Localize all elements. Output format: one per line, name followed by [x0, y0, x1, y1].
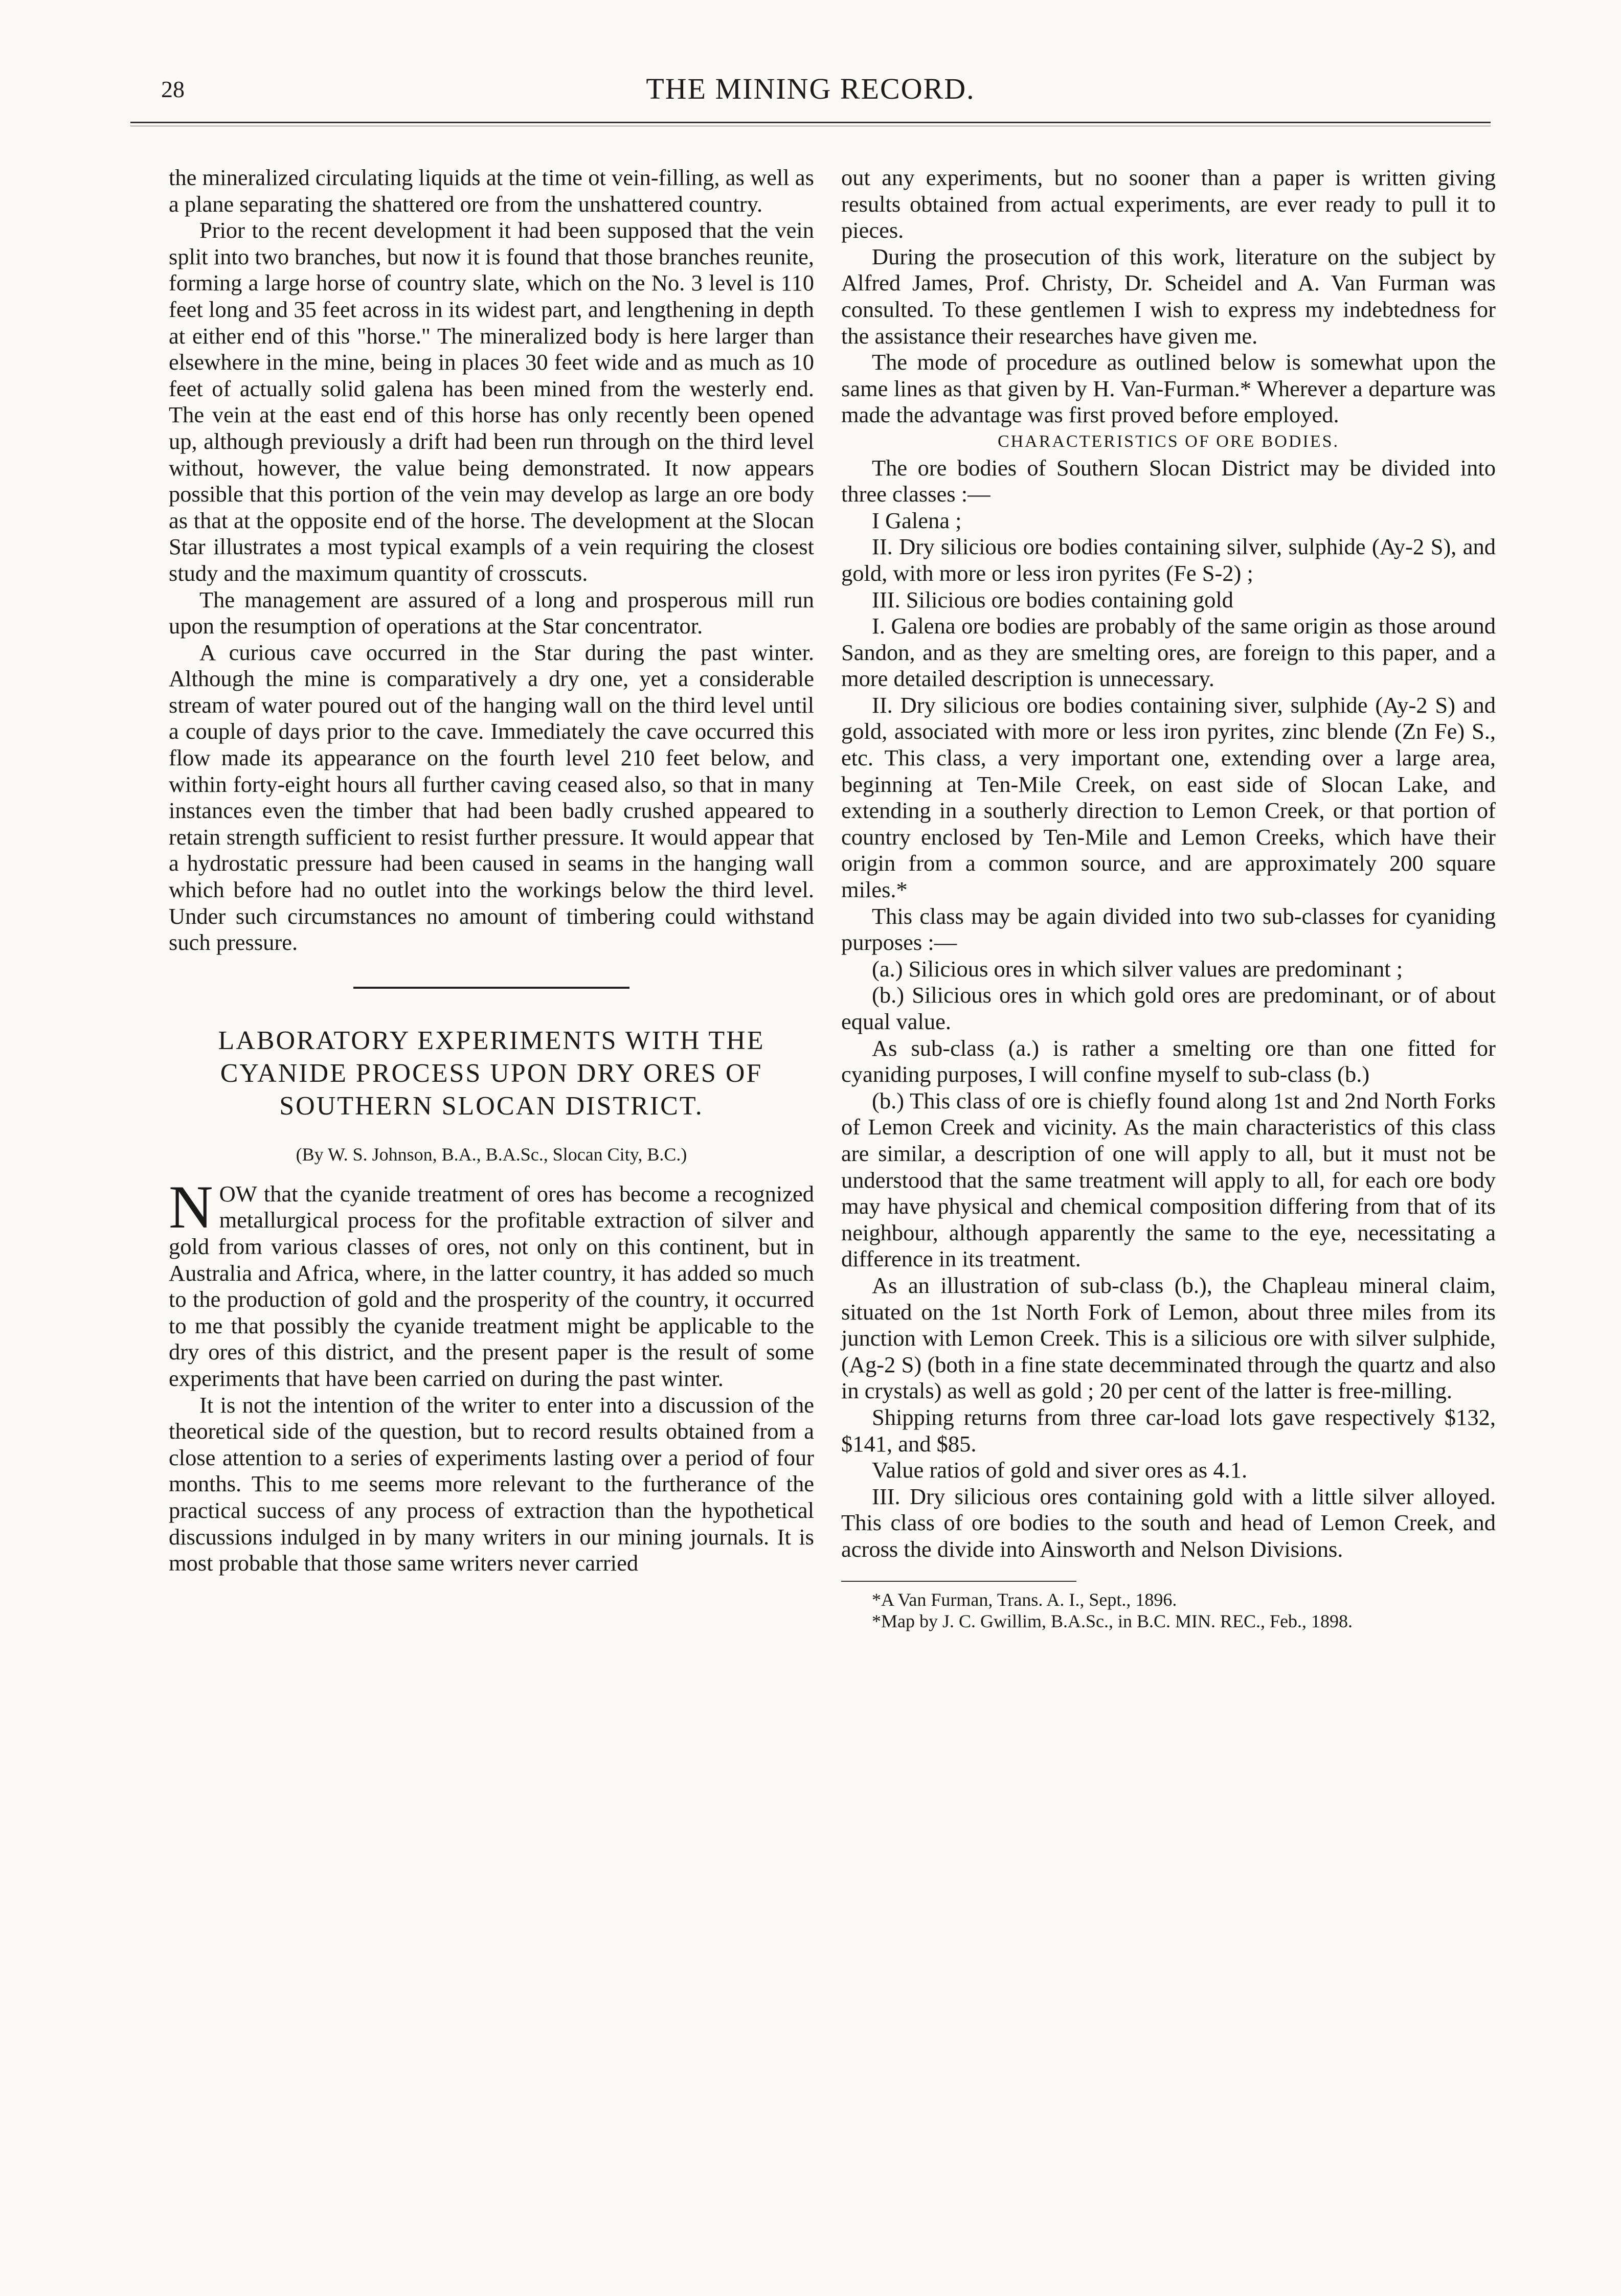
right-column: [841, 165, 1496, 1632]
paragraph: the mineralized circulating liquids at the time ot vein-filling, as well as a plane separating the shattered ore from the unshattered country.: [169, 165, 814, 217]
class-item: II. Dry silicious ore bodies containing silver, sulphide (Ay-2 S), and gold, with more or less iron pyrites (Fe S-2) ;: [841, 534, 1496, 586]
paragraph: It is not the intention of the writer to enter into a discussion of the theoretical side of the question, but to record results obtained from a close attention to a series of experiments lasting over a period of four months. This to me seems more relevant to the furtherance of the practical success of any process of extraction than the hypothetical discussions indulged in by many writers in our mining journals. It is most probable that those same writers never carried: [169, 1392, 814, 1576]
footnote: *Map by J. C. Gwillim, B.A.Sc., in B.C. MIN. REC., Feb., 1898.: [872, 1611, 1353, 1632]
paragraph: Value ratios of gold and siver ores as 4.1.: [872, 1457, 1248, 1483]
paragraph: As sub-class (a.) is rather a smelting ore than one fitted for cyaniding purposes, I will confine myself to sub-class (b.): [841, 1035, 1496, 1087]
paragraph: Shipping returns from three car-load lots gave respectively $132, $141, and $85.: [841, 1404, 1496, 1457]
journal-title: THE MINING RECORD.: [646, 72, 975, 105]
page-number: 28: [161, 76, 185, 102]
section-heading: CHARACTERISTICS OF ORE BODIES.: [997, 431, 1340, 451]
paragraph: (b.) This class of ore is chiefly found along 1st and 2nd North Forks of Lemon Creek and vicinity. As the main characteristics of this class are similar, a description of one will apply to all, but it must not be understood that the same treatment will apply to all, for each ore body may have physical and chemical composition differing from that of its neighbour, although apparently the same to the eye, necessitating a difference in its treatment.: [841, 1087, 1496, 1272]
footnote-rule: [841, 1581, 1076, 1582]
subclass-item: (b.) Silicious ores in which gold ores are predominant, or of about equal value.: [841, 982, 1496, 1034]
paragraph: out any experiments, but no sooner than a paper is written giving results obtained from actual experiments, are ever ready to pull it to pieces.: [841, 165, 1496, 243]
paragraph: II. Dry silicious ore bodies containing siver, sulphide (Ay-2 S) and gold, associated with more or less iron pyrites, zinc blende (Zn Fe) S., etc. This class, a very important one, extending over a large area, beginning at Ten-Mile Creek, on east side of Slocan Lake, and extending in a southerly direction to Lemon Creek, or that portion of country enclosed by Ten-Mile and Lemon Creeks, which have their origin from a common source, and are approximately 200 square miles.*: [841, 692, 1496, 903]
left-column: [169, 165, 814, 1577]
paragraph: This class may be again divided into two sub-classes for cyaniding purposes :—: [841, 903, 1496, 956]
paragraph: The mode of procedure as outlined below is somewhat upon the same lines as that given by H. Van-Furman.* Wherever a departure was made the advantage was first proved before employed.: [841, 349, 1496, 428]
article-separator-rule: [353, 987, 629, 989]
paragraph: A curious cave occurred in the Star during the past winter. Although the mine is comparatively a dry one, yet a considerable stream of water poured out of the hanging wall on the third level until a couple of days prior to the cave. Immediately the cave occurred this flow made its appearance on the fourth level 210 feet below, and within forty-eight hours all further caving ceased also, so that in many instances even the timber that had been badly crushed appeared to retain strength sufficient to resist further pressure. It would appear that a hydrostatic pressure had been caused in seams in the hanging wall which before had no outlet into the workings below the third level. Under such circumstances no amount of timbering could withstand such pressure.: [169, 639, 814, 956]
article-title: LABORATORY EXPERIMENTS WITH THE CYANIDE PROCESS UPON DRY ORES OF SOUTHERN SLOCAN DISTRICT.: [218, 1026, 765, 1121]
lede-paragraph: [169, 1172, 814, 1392]
lede-text: OW that the cyanide treatment of ores has become a recognized metallurgical process for the profitable extraction of silver and gold from various classes of ores, not only on this continent, but in Australia and Africa, where, in the latter country, it has added so much to the production of gold and the prosperity of the country, it occurred to me that possibly the cyanide treatment might be applicable to the dry ores of this district, and the present paper is the result of some experiments that have been carried on during the past winter.: [169, 1180, 814, 1391]
header-rule: [130, 122, 1491, 126]
paragraph: I. Galena ore bodies are probably of the same origin as those around Sandon, and as they are smelting ores, are foreign to this paper, and a more detailed description is unnecessary.: [841, 613, 1496, 692]
paragraph: During the prosecution of this work, literature on the subject by Alfred James, Prof. Christy, Dr. Scheidel and A. Van Furman was consulted. To these gentlemen I wish to express my indebtedness for the assistance their researches have given me.: [841, 243, 1496, 349]
paragraph: The ore bodies of Southern Slocan District may be divided into three classes :—: [841, 454, 1496, 507]
paragraph: III. Dry silicious ores containing gold with a little silver alloyed. This class of ore bodies to the south and head of Lemon Creek, and across the divide into Ainsworth and Nelson Divisions.: [841, 1483, 1496, 1562]
class-item: III. Silicious ore bodies containing gold: [872, 586, 1233, 612]
subclass-item: (a.) Silicious ores in which silver values are predominant ;: [872, 956, 1403, 982]
paragraph: As an illustration of sub-class (b.), the Chapleau mineral claim, situated on the 1st North Fork of Lemon, about three miles from its junction with Lemon Creek. This is a silicious ore with silver sulphide, (Ag-2 S) (both in a fine state decemminated through the quartz and also in crystals) as well as gold ; 20 per cent of the latter is free-milling.: [841, 1272, 1496, 1404]
class-item: I Galena ;: [872, 507, 962, 533]
paragraph: The management are assured of a long and prosperous mill run upon the resumption of operations at the Star concentrator.: [169, 586, 814, 639]
paragraph: Prior to the recent development it had been supposed that the vein split into two branches, but now it is found that those branches reunite, forming a large horse of country slate, which on the No. 3 level is 110 feet long and 35 feet across in its widest part, and lengthening in depth at either end of this "horse." The mineralized body is here larger than elsewhere in the mine, being in places 30 feet wide and as much as 10 feet of actually solid galena has been mined from the westerly end. The vein at the east end of this horse has only recently been opened up, although previously a drift had been run through on the third level without, however, the value being demonstrated. It now appears possible that this portion of the vein may develop as large an ore body as that at the opposite end of the horse. The development at the Slocan Star illustrates a most typical exampls of a vein requiring the closest study and the maximum quantity of crosscuts.: [169, 217, 814, 586]
byline: (By W. S. Johnson, B.A., B.A.Sc., Slocan City, B.C.): [296, 1144, 687, 1165]
drop-cap: N: [169, 1172, 213, 1241]
footnote: *A Van Furman, Trans. A. I., Sept., 1896.: [872, 1589, 1177, 1610]
